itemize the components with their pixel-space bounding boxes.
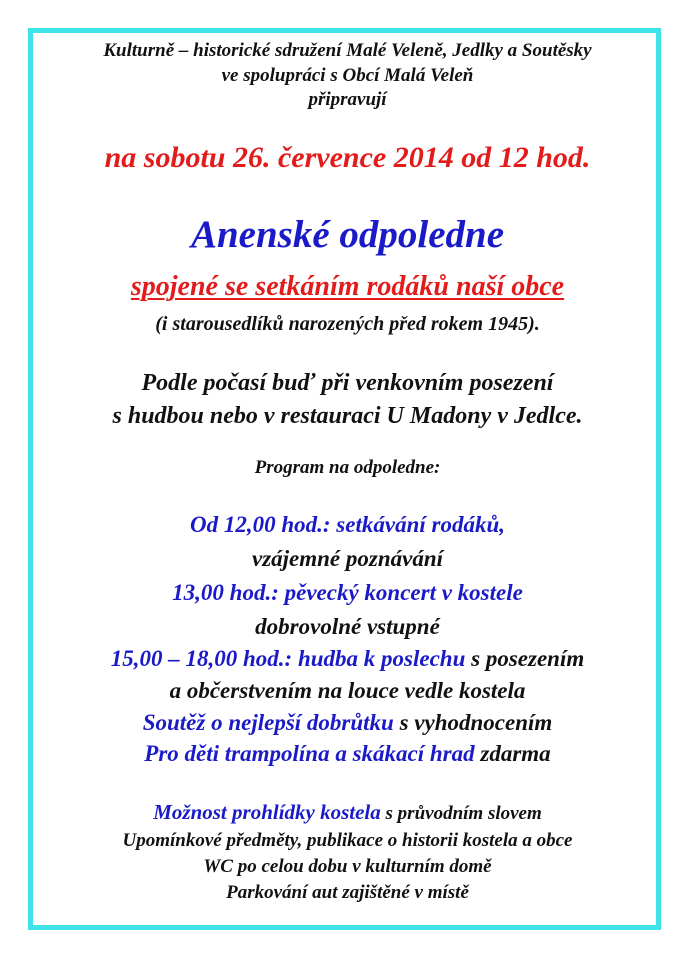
extra-souvenirs: Upomínkové předměty, publikace o historii kostela a obce bbox=[122, 830, 573, 851]
organizer-line-1: Kulturně – historické sdružení Malé Veleně, Jedlky a Soutěsky bbox=[103, 40, 592, 61]
program-item-text: s vyhodnocením bbox=[393, 710, 553, 735]
program-item bbox=[0, 614, 695, 640]
program-item-highlight: 15,00 – 18,00 hod.: hudba k poslechu bbox=[110, 646, 466, 671]
program-item bbox=[0, 512, 695, 538]
program-item bbox=[0, 546, 695, 572]
program-item-highlight: 13,00 hod.: pěvecký koncert v kostele bbox=[172, 580, 523, 605]
program-item bbox=[0, 710, 695, 736]
church-tour bbox=[0, 800, 695, 825]
program-label: Program na odpoledne: bbox=[254, 457, 441, 478]
program-item-highlight: Soutěž o nejlepší dobrůtku bbox=[142, 710, 394, 735]
program-item-text: dobrovolné vstupné bbox=[255, 614, 440, 639]
program-item-text: vzájemné poznávání bbox=[251, 546, 444, 571]
program-item-text: s posezením bbox=[465, 646, 585, 671]
extra-parking: Parkování aut zajištěné v místě bbox=[226, 882, 469, 903]
event-subtitle: spojené se setkáním rodáků naší obce bbox=[130, 271, 565, 302]
church-tour-text: s průvodním slovem bbox=[380, 803, 542, 824]
program-item-text: zdarma bbox=[474, 741, 551, 766]
program-item-highlight: Od 12,00 hod.: setkávání rodáků, bbox=[190, 512, 505, 537]
organizer-line-3: připravují bbox=[308, 89, 387, 110]
program-item bbox=[0, 678, 695, 704]
program-item bbox=[0, 580, 695, 606]
organizer-line-2: ve spolupráci s Obcí Malá Veleň bbox=[221, 65, 474, 86]
program-item-highlight: Pro děti trampolína a skákací hrad bbox=[144, 741, 475, 766]
program-item bbox=[0, 741, 695, 767]
program-item-text: a občerstvením na louce vedle kostela bbox=[169, 678, 526, 703]
extra-wc: WC po celou dobu v kulturním domě bbox=[203, 856, 492, 877]
event-title: Anenské odpoledne bbox=[190, 213, 505, 256]
weather-line-1: Podle počasí buď při venkovním posezení bbox=[141, 370, 554, 396]
event-subnote: (i starousedlíků narozených před rokem 1945). bbox=[155, 313, 540, 335]
weather-line-2: s hudbou nebo v restauraci U Madony v Jedlce. bbox=[112, 403, 583, 429]
church-tour-highlight: Možnost prohlídky kostela bbox=[153, 800, 381, 824]
event-date: na sobotu 26. července 2014 od 12 hod. bbox=[104, 141, 591, 174]
program-item bbox=[0, 646, 695, 672]
